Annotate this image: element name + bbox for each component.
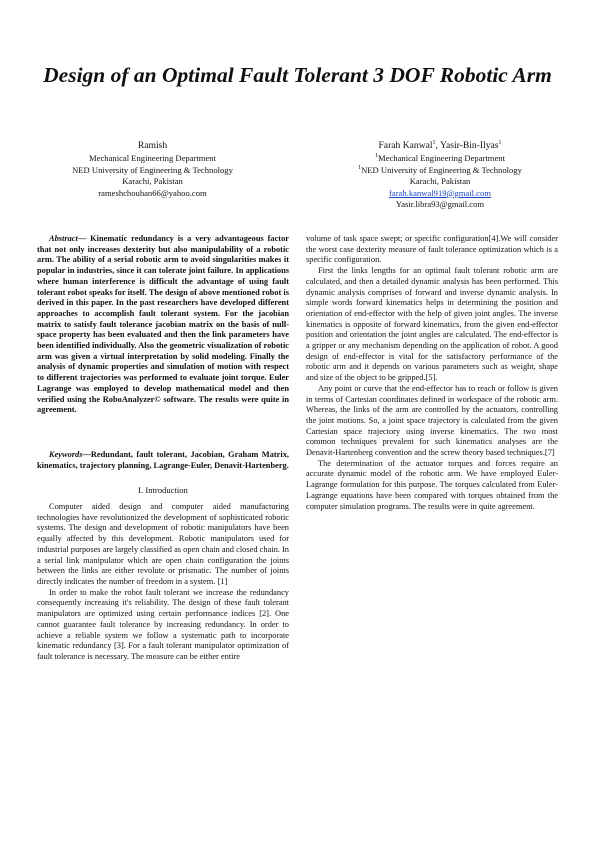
author-city: Karachi, Pakistan: [409, 176, 471, 187]
author-name: Yasir-Bin-Ilyas: [440, 140, 499, 151]
author-department: $^1$Mechanical Engineering Department: [375, 153, 505, 163]
author-name: Ramish: [137, 140, 168, 151]
author-email-link[interactable]: farah.kanwal919@gmail.com: [389, 187, 491, 198]
author-university: NED University of Engineering & Technology: [72, 164, 233, 175]
affiliation-sup: 1: [498, 139, 502, 146]
affiliation-sup: 1: [375, 153, 379, 160]
right-column: [306, 234, 558, 512]
author-university: $^1$NED University of Engineering & Technology: [358, 164, 522, 175]
abstract: Abstract— Kinematic redundancy is a very advantageous factor that not only increases dexterity but also manipulability of a robotic arm. The ability of a serial robotic arm to avoid singularities makes it popular in industries, since it can tolerate joint failure. In applications where human interference is difficult the advantage of using fault tolerant robot speaks for itself. The design of above mentioned robot is derived in this paper. In the past researchers have developed different approaches to accomplish fault tolerant system. For the jacobian matrix to satisfy fault tolerance jacobian matrix on the basis of null-space property has been evaluated and then the link parameters have been identified individually. Also the geometric visualization of robotic arm was given a virtual interpretation by solid modeling. Finally the analysis of dynamic properties and simulation of motion with respect to different trajectories was performed to evaluate joint torque. Euler Lagrange was employed to develop mathematical model and then verified using the RoboAnalyzer© software. The results were quite in agreement.: [37, 234, 290, 415]
keywords: Keywords—Redundant, fault tolerant, Jacobian, Graham Matrix, kinematics, trajectory planning, Lagrange-Euler, Denavit-Hartenberg.: [37, 449, 289, 470]
paper-title: Design of an Optimal Fault Tolerant 3 DOF Robotic Arm: [43, 63, 552, 87]
affiliation-sup: 1: [432, 139, 436, 146]
abstract-label: Abstract: [49, 234, 78, 243]
keywords-text: Redundant, fault tolerant, Jacobian, Graham Matrix, kinematics, trajectory planning, Lagrange-Euler, Denavit-Hartenberg.: [37, 449, 289, 470]
body-paragraph: The determination of the actuator torques and forces require an accurate dynamic model of the robotic arm. We have employed Euler-Lagrange formulation for this purpose. The torques calculated from Euler-Lagrange equations have been compared with torques obtained from the computer simulation programs. The results were in quite agreement.: [306, 458, 558, 511]
author-city: Karachi, Pakistan: [122, 176, 183, 187]
author-email: Yasir.libra93@gmail.com: [395, 199, 485, 210]
author-names: [320, 139, 560, 152]
keywords-label: Keywords: [49, 449, 83, 459]
author-block-2: [320, 139, 560, 211]
left-column: [37, 234, 289, 663]
body-paragraph: Computer aided design and computer aided manufacturing technologies have revolutionized the development of sophisticated robotic systems. The design and development of robotic manipulators have been equally affected by this development. Robotic manipulators used for industrial purposes are largely classified as open chain and closed chain. In a serial link manipulator which are open chain configuration the joints between the links are either revolute or prismatic. The number of joints directly indicates the number of freedom in a system. [1]: [37, 502, 289, 586]
body-paragraph: First the links lengths for an optimal fault tolerant robotic arm are calculated, and then a detailed dynamic analysis has been performed. This dynamic analysis comprises of forward and inverse dynamic analysis. In simple words forward kinematics helps in determining the position and orientation of end-effector with the help of given joint angles. The inverse kinematics is opposite of forward kinematics, from the given end-effector position and orientation the joint angles are calculated. The end-effector is a gripper or any mechanism depending on the application of robot. A good design of end-effector is vital for the satisfactory performance of the robotic arm and it depends on various parameters such as weight, shape and size of the object to be gripped.[5].: [306, 266, 558, 383]
author-name-separator: ,: [435, 140, 440, 151]
section-heading: I. Introduction: [138, 485, 188, 496]
author-email: rameshchouhan66@yahoo.com: [98, 187, 207, 198]
author-block-1: [40, 139, 265, 199]
author-name: Farah Kanwal: [378, 140, 433, 151]
body-paragraph: Any point or curve that the end-effector has to reach or follow is given in terms of Cartesian coordinates defined in workspace of the robotic arm. Whereas, the links of the arm are controlled by the actuators, controlling the joint motions. So, a joint space trajectory is calculated from the given Cartesian space trajectory using inverse kinematics. The two most common techniques prevalent for such kinematics analyses are the Denavit-Hartenberg convention and the screw theory based techniques.[7]: [306, 383, 558, 458]
body-paragraph: volume of task space swept; or specific configuration[4].We will consider the worst case dexterity measure of fault tolerance optimization which is a specific configuration.: [306, 234, 558, 265]
abstract-text: Kinematic redundancy is a very advantageous factor that not only increases dexterity but also manipulability of a robotic arm. The ability of a serial robotic arm to avoid singularities makes it popular in industries, since it can tolerate joint failure. In applications where human interference is difficult the advantage of using fault tolerant robot speaks for itself. The design of above mentioned robot is derived in this paper. In the past researchers have developed different approaches to accomplish fault tolerant system. For the jacobian matrix to satisfy fault tolerance jacobian matrix on the basis of null-space property has been evaluated and then the link parameters have been identified individually. Also the geometric visualization of robotic arm was given a virtual interpretation by solid modeling. Finally the analysis of dynamic properties and simulation of motion with respect to different trajectories was performed to evaluate joint torque. Euler Lagrange was employed to develop mathematical model and then verified using the RoboAnalyzer© software. The results were quite in agreement.: [37, 234, 290, 415]
author-department: Mechanical Engineering Department: [89, 153, 216, 163]
body-paragraph: In order to make the robot fault tolerant we increase the redundancy consequently increasing it's reliability. The design of these fault tolerant manipulators are optimized using certain performance indices [2]. One cannot guarantee fault tolerance by increasing redundancy. In order to achieve a reliable system we follow a systematic path to incorporate kinematic redundancy [3]. For a fault tolerant manipulator optimization of fault tolerance is necessary. The measure can be either entire: [37, 587, 289, 661]
affiliation-sup: 1: [358, 164, 362, 171]
